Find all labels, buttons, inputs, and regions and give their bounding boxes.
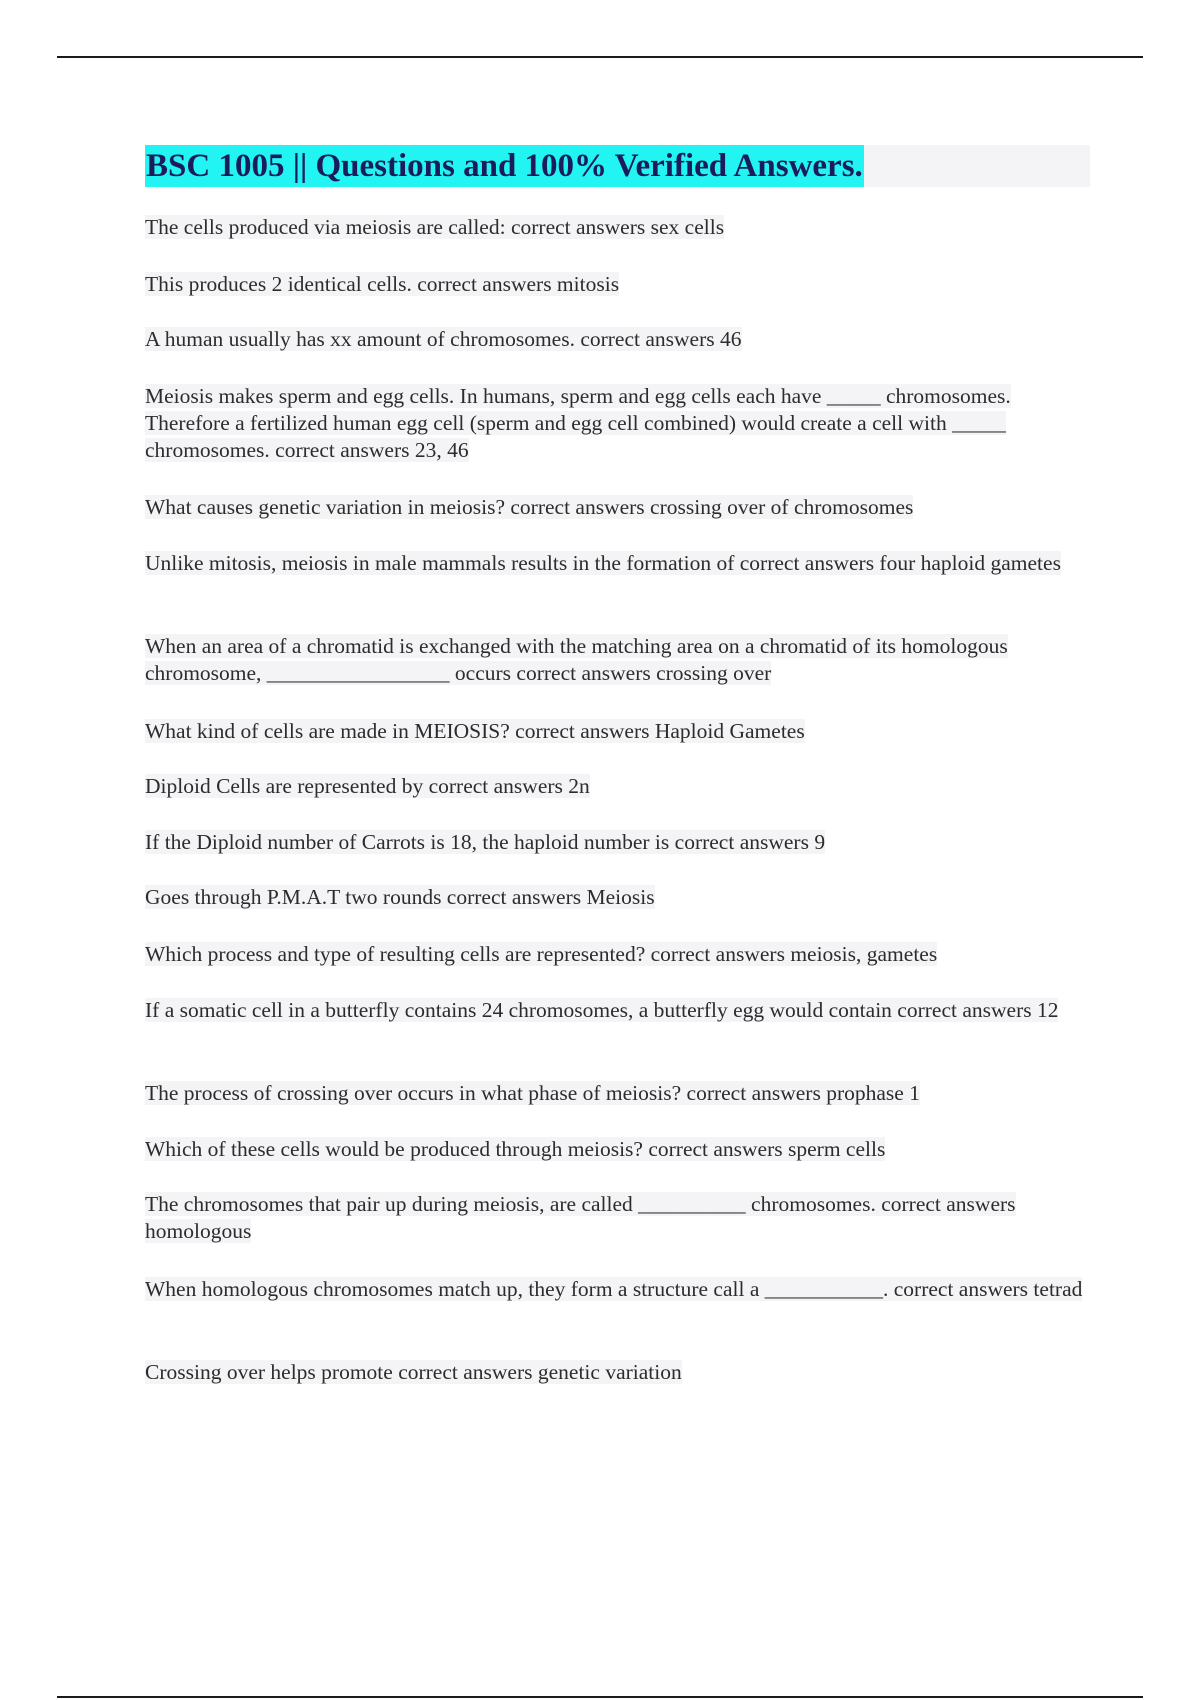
qa-text: What kind of cells are made in MEIOSIS? correct answers Haploid Gametes — [145, 719, 805, 743]
qa-item-17 — [145, 1276, 1090, 1303]
title-bar — [145, 145, 1090, 187]
qa-item-6 — [145, 550, 1090, 577]
qa-item-1 — [145, 214, 1090, 241]
qa-text: If a somatic cell in a butterfly contains 24 chromosomes, a butterfly egg would contain correct answers 12 — [145, 998, 1059, 1022]
qa-text: The chromosomes that pair up during meiosis, are called __________ chromosomes. correct answers homologous — [145, 1192, 1016, 1243]
qa-item-2 — [145, 271, 1090, 298]
qa-text: When homologous chromosomes match up, they form a structure call a ___________. correct answers tetrad — [145, 1277, 1083, 1301]
qa-item-12 — [145, 941, 1090, 968]
top-rule — [57, 56, 1143, 58]
qa-text: The process of crossing over occurs in what phase of meiosis? correct answers prophase 1 — [145, 1081, 920, 1105]
qa-text: This produces 2 identical cells. correct answers mitosis — [145, 272, 620, 296]
qa-item-7 — [145, 633, 1090, 687]
qa-item-13 — [145, 997, 1090, 1024]
qa-text: Diploid Cells are represented by correct answers 2n — [145, 774, 590, 798]
qa-text: Which process and type of resulting cells are represented? correct answers meiosis, gametes — [145, 942, 938, 966]
qa-text: The cells produced via meiosis are called: correct answers sex cells — [145, 215, 725, 239]
qa-item-3 — [145, 326, 1090, 353]
qa-text: When an area of a chromatid is exchanged with the matching area on a chromatid of its homologous chromosome, _________________ occurs correct answers crossing over — [145, 634, 1008, 685]
qa-item-16 — [145, 1191, 1090, 1245]
bottom-rule — [57, 1696, 1143, 1698]
qa-text: Crossing over helps promote correct answers genetic variation — [145, 1360, 682, 1384]
qa-item-8 — [145, 718, 1090, 745]
qa-text: Goes through P.M.A.T two rounds correct answers Meiosis — [145, 885, 655, 909]
qa-item-11 — [145, 884, 1090, 911]
qa-item-10 — [145, 829, 1090, 856]
qa-text: Meiosis makes sperm and egg cells. In humans, sperm and egg cells each have _____ chromosomes. Therefore a fertilized human egg cell (sperm and egg cell combined) would create a cell with _____ chromosomes. correct answers 23, 46 — [145, 384, 1011, 462]
qa-text: Which of these cells would be produced through meiosis? correct answers sperm cells — [145, 1137, 886, 1161]
qa-text: What causes genetic variation in meiosis? correct answers crossing over of chromosomes — [145, 495, 914, 519]
qa-item-4 — [145, 383, 1090, 464]
qa-text: If the Diploid number of Carrots is 18, the haploid number is correct answers 9 — [145, 830, 826, 854]
qa-item-14 — [145, 1080, 1090, 1107]
qa-item-9 — [145, 773, 1090, 800]
qa-item-5 — [145, 494, 1090, 521]
document-title: BSC 1005 || Questions and 100% Verified Answers. — [145, 145, 864, 187]
qa-text: Unlike mitosis, meiosis in male mammals results in the formation of correct answers four haploid gametes — [145, 551, 1061, 575]
qa-item-15 — [145, 1136, 1090, 1163]
qa-text: A human usually has xx amount of chromosomes. correct answers 46 — [145, 327, 742, 351]
qa-item-18 — [145, 1359, 1090, 1386]
